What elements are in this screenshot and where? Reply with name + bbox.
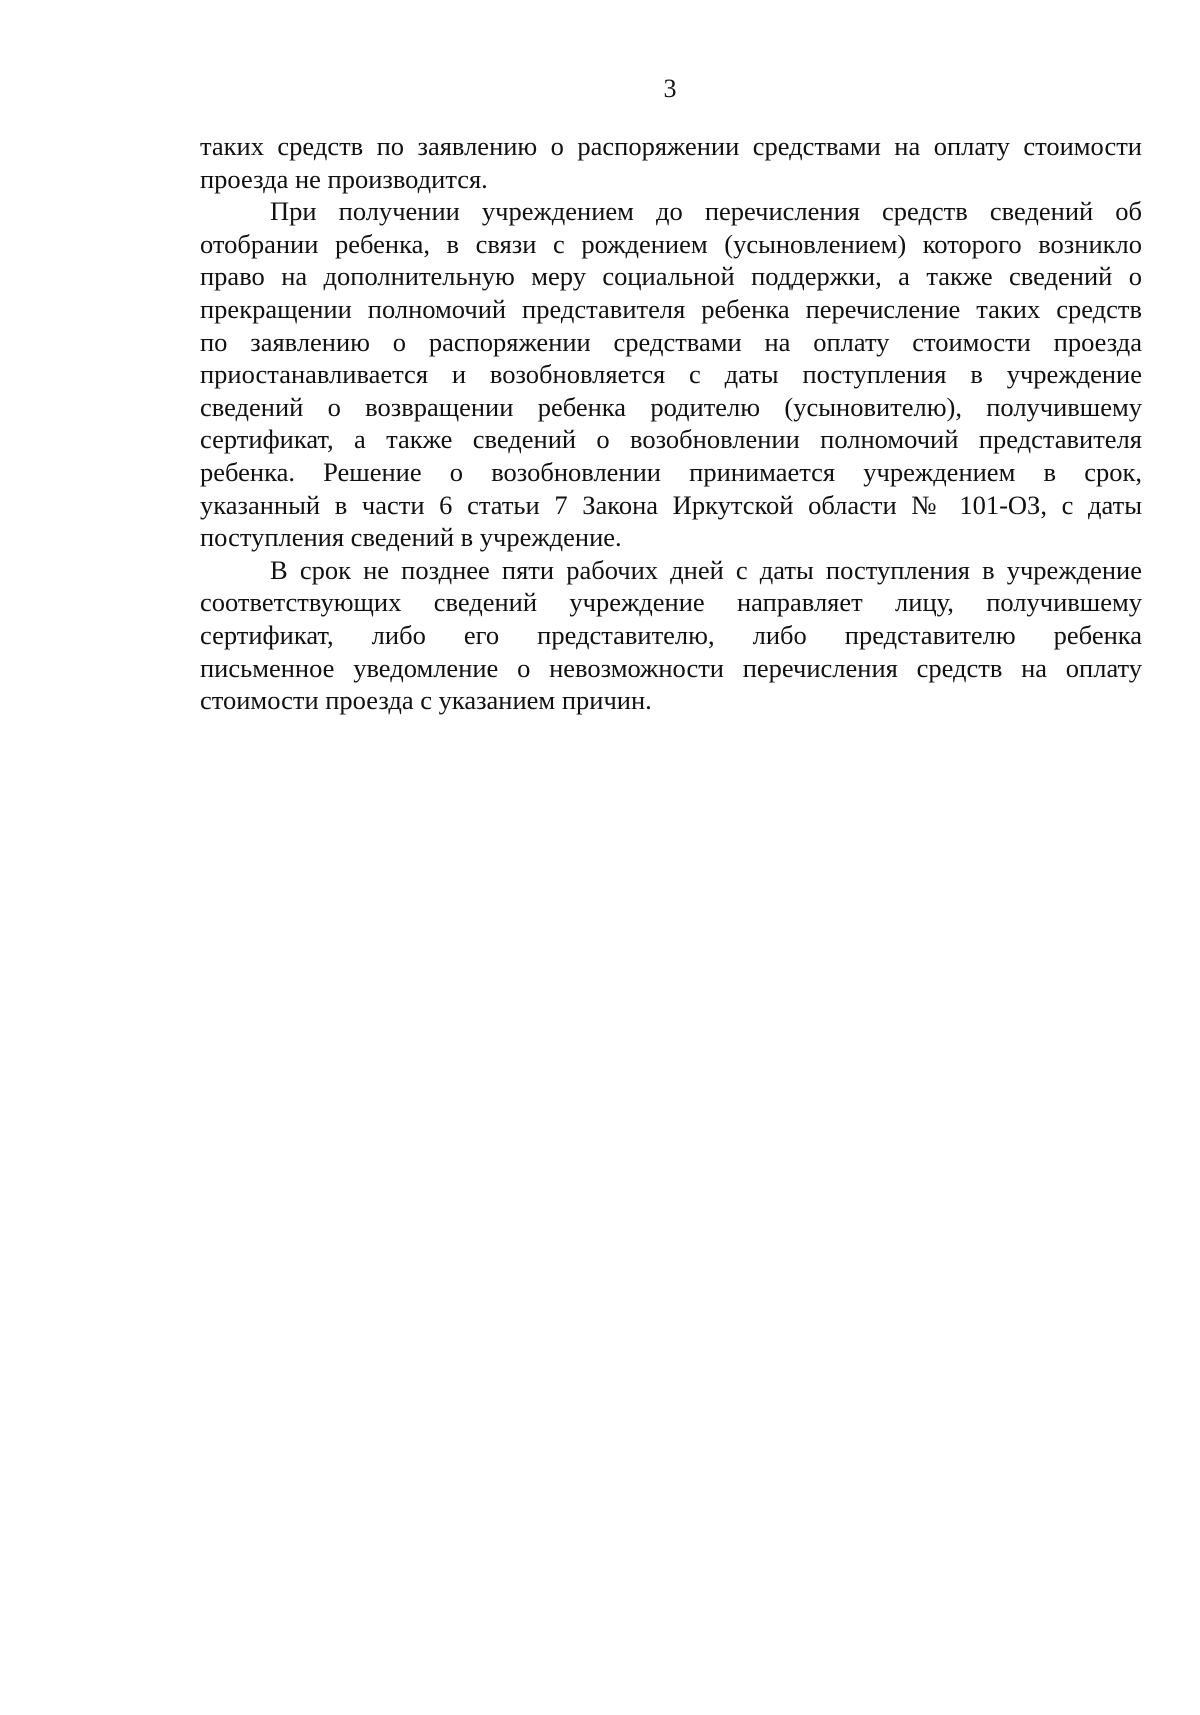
text-line: письменное уведомление о невозможности перечисления средств на оплату — [200, 652, 1142, 683]
text-line: сертификат, а также сведений о возобновлении полномочий представителя — [200, 424, 1142, 455]
text-line: по заявлению о распоряжении средствами на оплату стоимости проезда — [200, 326, 1142, 357]
text-line: В срок не позднее пяти рабочих дней с даты поступления в учреждение — [270, 554, 1142, 585]
text-line: При получении учреждением до перечисления средств сведений об — [270, 196, 1142, 227]
text-line: сертификат, либо его представителю, либо представителю ребенка — [200, 619, 1142, 650]
paragraph-3 — [200, 554, 1142, 717]
text-line: указанный в части 6 статьи 7 Закона Иркутской области № 101-ОЗ, с даты — [200, 489, 1142, 520]
text-line: приостанавливается и возобновляется с даты поступления в учреждение — [200, 359, 1142, 390]
text-line: право на дополнительную меру социальной поддержки, а также сведений о — [200, 261, 1142, 292]
page-number: 3 — [663, 74, 677, 103]
text-line: поступления сведений в учреждение. — [200, 522, 622, 553]
text-line: ребенка. Решение о возобновлении принимается учреждением в срок, — [200, 456, 1142, 487]
text-line: таких средств по заявлению о распоряжении средствами на оплату стоимости — [200, 131, 1142, 161]
text-line: отобрании ребенка, в связи с рождением (усыновлением) которого возникло — [200, 228, 1142, 259]
paragraph-2 — [200, 195, 1142, 554]
text-line: соответствующих сведений учреждение направляет лицу, получившему — [200, 587, 1142, 618]
text-line: прекращении полномочий представителя ребенка перечисление таких средств — [200, 293, 1142, 324]
text-line: сведений о возвращении ребенка родителю (усыновителю), получившему — [200, 391, 1142, 422]
text-line: проезда не производится. — [200, 163, 488, 194]
text-line: стоимости проезда с указанием причин. — [200, 685, 652, 716]
document-body — [200, 130, 1142, 717]
paragraph-1 — [200, 130, 1142, 195]
